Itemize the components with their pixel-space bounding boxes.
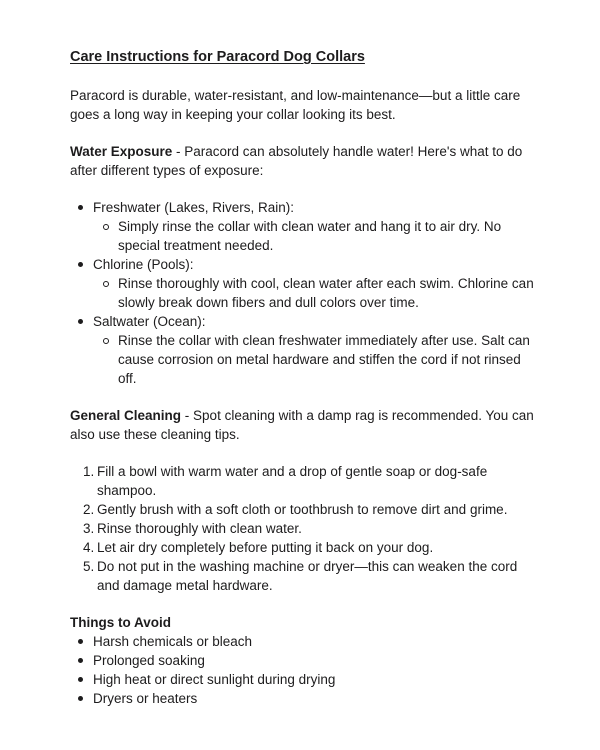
list-item-label: Prolonged soaking [93, 653, 205, 668]
sub-list-item [70, 217, 542, 255]
numbered-list-item [83, 500, 542, 519]
bullet-icon [78, 677, 83, 682]
list-item-number: 4. [83, 540, 95, 555]
list-item-text: Do not put in the washing machine or dryer—this can weaken the cord and damage metal hardware. [97, 559, 518, 593]
list-item-text: Let air dry completely before putting it back on your dog. [97, 540, 434, 555]
circle-bullet-icon [103, 338, 109, 344]
things-to-avoid-heading: Things to Avoid [70, 615, 171, 630]
list-item-label: Freshwater (Lakes, Rivers, Rain): [93, 200, 295, 215]
list-item [70, 689, 542, 708]
list-item-label: Saltwater (Ocean): [93, 314, 206, 329]
list-item [70, 632, 542, 651]
bullet-icon [78, 696, 83, 701]
list-item [70, 255, 542, 274]
numbered-list-item [83, 538, 542, 557]
sub-list-item [70, 331, 542, 388]
list-item [70, 312, 542, 331]
sub-list-item [70, 274, 542, 312]
circle-bullet-icon [103, 281, 109, 287]
cleaning-steps-list [70, 462, 542, 595]
numbered-list-item [83, 519, 542, 538]
intro-paragraph: Paracord is durable, water-resistant, and low-maintenance—but a little care goes a long way in keeping your collar looking its best. [70, 88, 521, 122]
list-item-label: Dryers or heaters [93, 691, 198, 706]
things-to-avoid-list [70, 632, 542, 708]
list-item-text: Fill a bowl with warm water and a drop of gentle soap or dog-safe shampoo. [97, 464, 488, 498]
sub-list-item-text: Simply rinse the collar with clean water and hang it to air dry. No special treatment needed. [118, 219, 502, 253]
bullet-icon [78, 205, 83, 210]
list-item-number: 3. [83, 521, 95, 536]
list-item [70, 198, 542, 217]
general-cleaning-text: - Spot cleaning with a damp rag is recommended. You can also use these cleaning tips. [70, 408, 534, 442]
sub-list-item-text: Rinse thoroughly with cool, clean water after each swim. Chlorine can slowly break down fibers and dull colors over time. [118, 276, 534, 310]
numbered-list-item [83, 557, 542, 595]
list-item-label: Chlorine (Pools): [93, 257, 194, 272]
bullet-icon [78, 639, 83, 644]
numbered-list-item [83, 462, 542, 500]
water-exposure-heading: Water Exposure [70, 144, 173, 159]
water-exposure-text: - Paracord can absolutely handle water! Here's what to do after different types of exposure: [70, 144, 523, 178]
general-cleaning-paragraph [70, 406, 542, 444]
list-item-number: 2. [83, 502, 95, 517]
list-item-number: 1. [83, 464, 95, 479]
list-item [70, 670, 542, 689]
bullet-icon [78, 658, 83, 663]
list-item [70, 651, 542, 670]
bullet-icon [78, 262, 83, 267]
sub-list-item-text: Rinse the collar with clean freshwater immediately after use. Salt can cause corrosion on metal hardware and stiffen the cord if not rinsed off. [118, 333, 530, 386]
document-title: Care Instructions for Paracord Dog Collars [70, 49, 365, 65]
water-exposure-paragraph [70, 142, 542, 180]
general-cleaning-heading: General Cleaning [70, 408, 182, 423]
list-item-text: Rinse thoroughly with clean water. [97, 521, 302, 536]
list-item-number: 5. [83, 559, 95, 574]
list-item-label: High heat or direct sunlight during drying [93, 672, 336, 687]
circle-bullet-icon [103, 224, 109, 230]
bullet-icon [78, 319, 83, 324]
list-item-label: Harsh chemicals or bleach [93, 634, 253, 649]
water-exposure-list [70, 198, 542, 388]
list-item-text: Gently brush with a soft cloth or toothbrush to remove dirt and grime. [97, 502, 508, 517]
